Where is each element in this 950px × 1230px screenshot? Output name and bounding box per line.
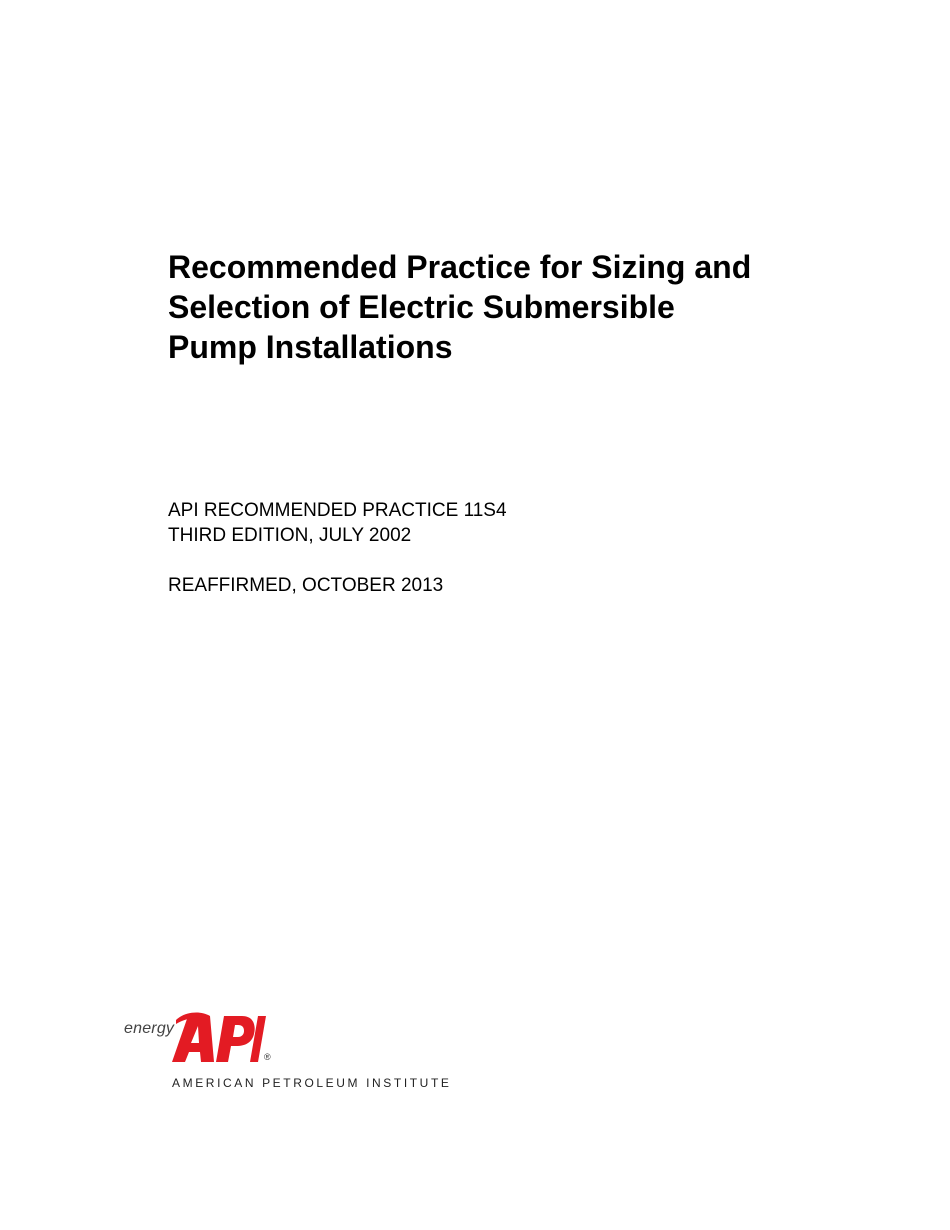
document-reaffirmed: REAFFIRMED, OCTOBER 2013 (168, 575, 444, 596)
document-title (168, 247, 868, 367)
logo-energy-text: energy (124, 1020, 175, 1037)
logo-letter-p (216, 1016, 255, 1062)
api-logo-mark (170, 1012, 266, 1064)
logo-letter-a (172, 1016, 214, 1062)
document-edition: THIRD EDITION, JULY 2002 (168, 525, 412, 546)
document-designation: API RECOMMENDED PRACTICE 11S4 (168, 500, 507, 521)
title-line-2: Selection of Electric Submersible (168, 289, 675, 325)
registered-mark: ® (264, 1052, 271, 1062)
api-logo (120, 1012, 452, 1094)
logo-organization-name: AMERICAN PETROLEUM INSTITUTE (172, 1076, 452, 1090)
title-line-3: Pump Installations (168, 329, 453, 365)
title-line-1: Recommended Practice for Sizing and (168, 249, 752, 285)
